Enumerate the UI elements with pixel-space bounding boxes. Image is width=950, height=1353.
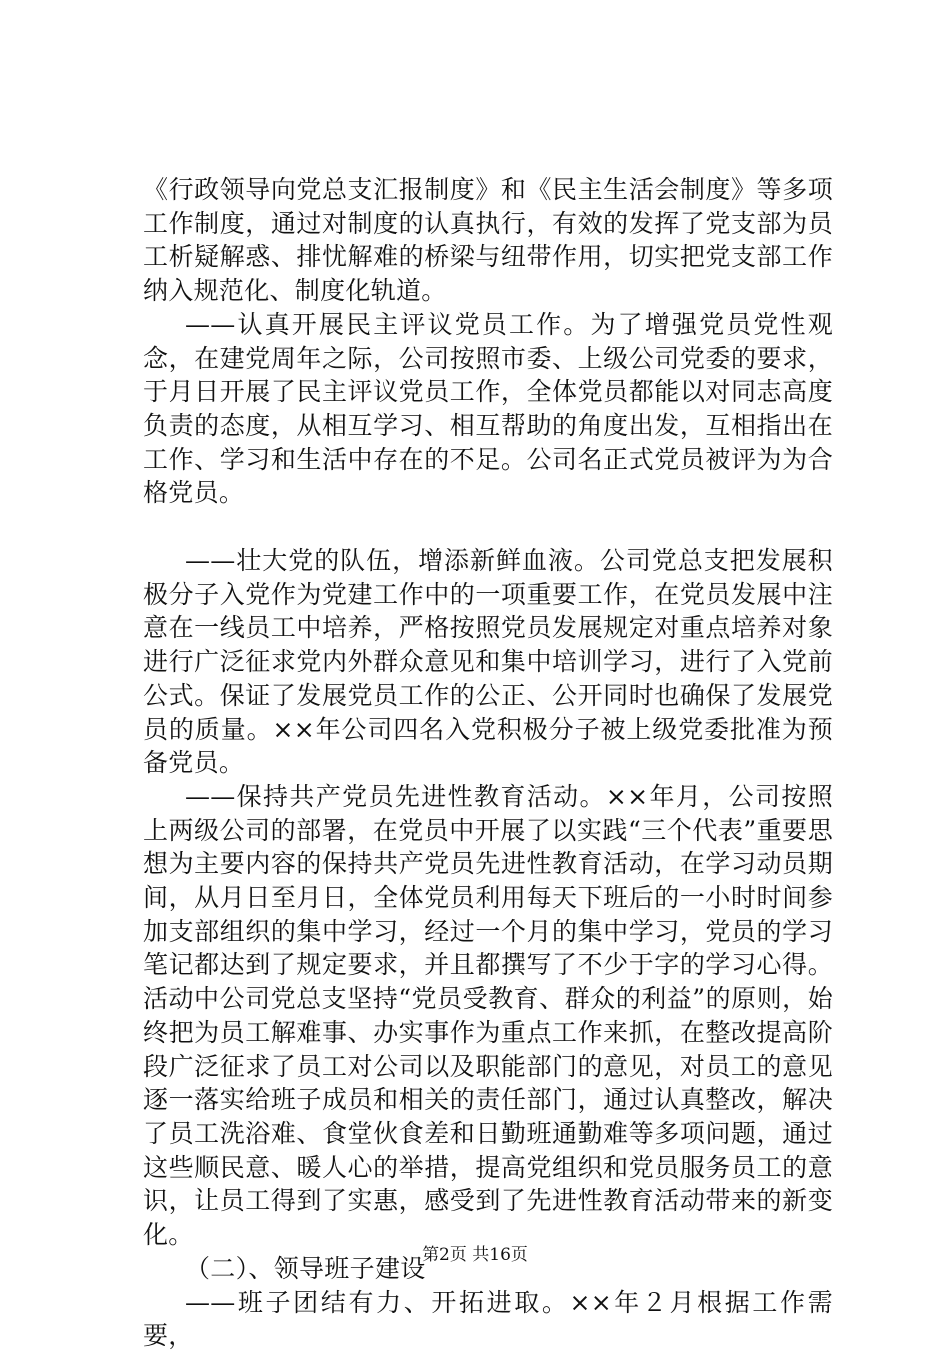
section-heading-leadership: （二）、领导班子建设 (185, 1253, 426, 1283)
document-body (143, 173, 833, 1353)
paragraph-gap (143, 510, 833, 544)
paragraph-work-systems: 《行政领导向党总支汇报制度》和《民主生活会制度》等多项工作制度，通过对制度的认真执行，有效的发挥了党支部为员工析疑解惑、排忧解难的桥梁与纽带作用，切实把党支部工作纳入规范化、制度化轨道。 (143, 175, 833, 306)
paragraph-democratic-evaluation: ——认真开展民主评议党员工作。为了增强党员党性观念，在建党周年之际，公司按照市委、上级公司党委的要求，于月日开展了民主评议党员工作，全体党员都能以对同志高度负责的态度，从相互学习、相互帮助的角度出发，互相指出在工作、学习和生活中存在的不足。公司名正式党员被评为为合格党员。 (143, 309, 833, 508)
paragraph-team-unity: ——班子团结有力、开拓进取。××年２月根据工作需要， (143, 1287, 833, 1351)
paragraph-party-growth: ——壮大党的队伍，增添新鲜血液。公司党总支把发展积极分子入党作为党建工作中的一项重要工作，在党员发展中注意在一线员工中培养，严格按照党员发展规定对重点培养对象进行广泛征求党内外群众意见和集中培训学习，进行了入党前公式。保证了发展党员工作的公正、公开同时也确保了发展党员的质量。××年公司四名入党积极分子被上级党委批准为预备党员。 (143, 546, 833, 778)
paragraph-advanced-education: ——保持共产党员先进性教育活动。××年月，公司按照上两级公司的部署，在党员中开展了以实践“三个代表”重要思想为主要内容的保持共产党员先进性教育活动，在学习动员期间，从月日至月日，全体党员利用每天下班后的一小时时间参加支部组织的集中学习，经过一个月的集中学习，党员的学习笔记都达到了规定要求，并且都撰写了不少于字的学习心得。活动中公司党总支坚持“党员受教育、群众的利益”的原则，始终把为员工解难事、办实事作为重点工作来抓，在整改提高阶段广泛征求了员工对公司以及职能部门的意见，对员工的意见逐一落实给班子成员和相关的责任部门，通过认真整改，解决了员工洗浴难、食堂伙食差和日勤班通勤难等多项问题，通过这些顺民意、暖人心的举措，提高党组织和党员服务员工的意识，让员工得到了实惠，感受到了先进性教育活动带来的新变化。 (143, 781, 833, 1250)
page-number-footer: 第2页 共16页 (422, 1245, 528, 1265)
